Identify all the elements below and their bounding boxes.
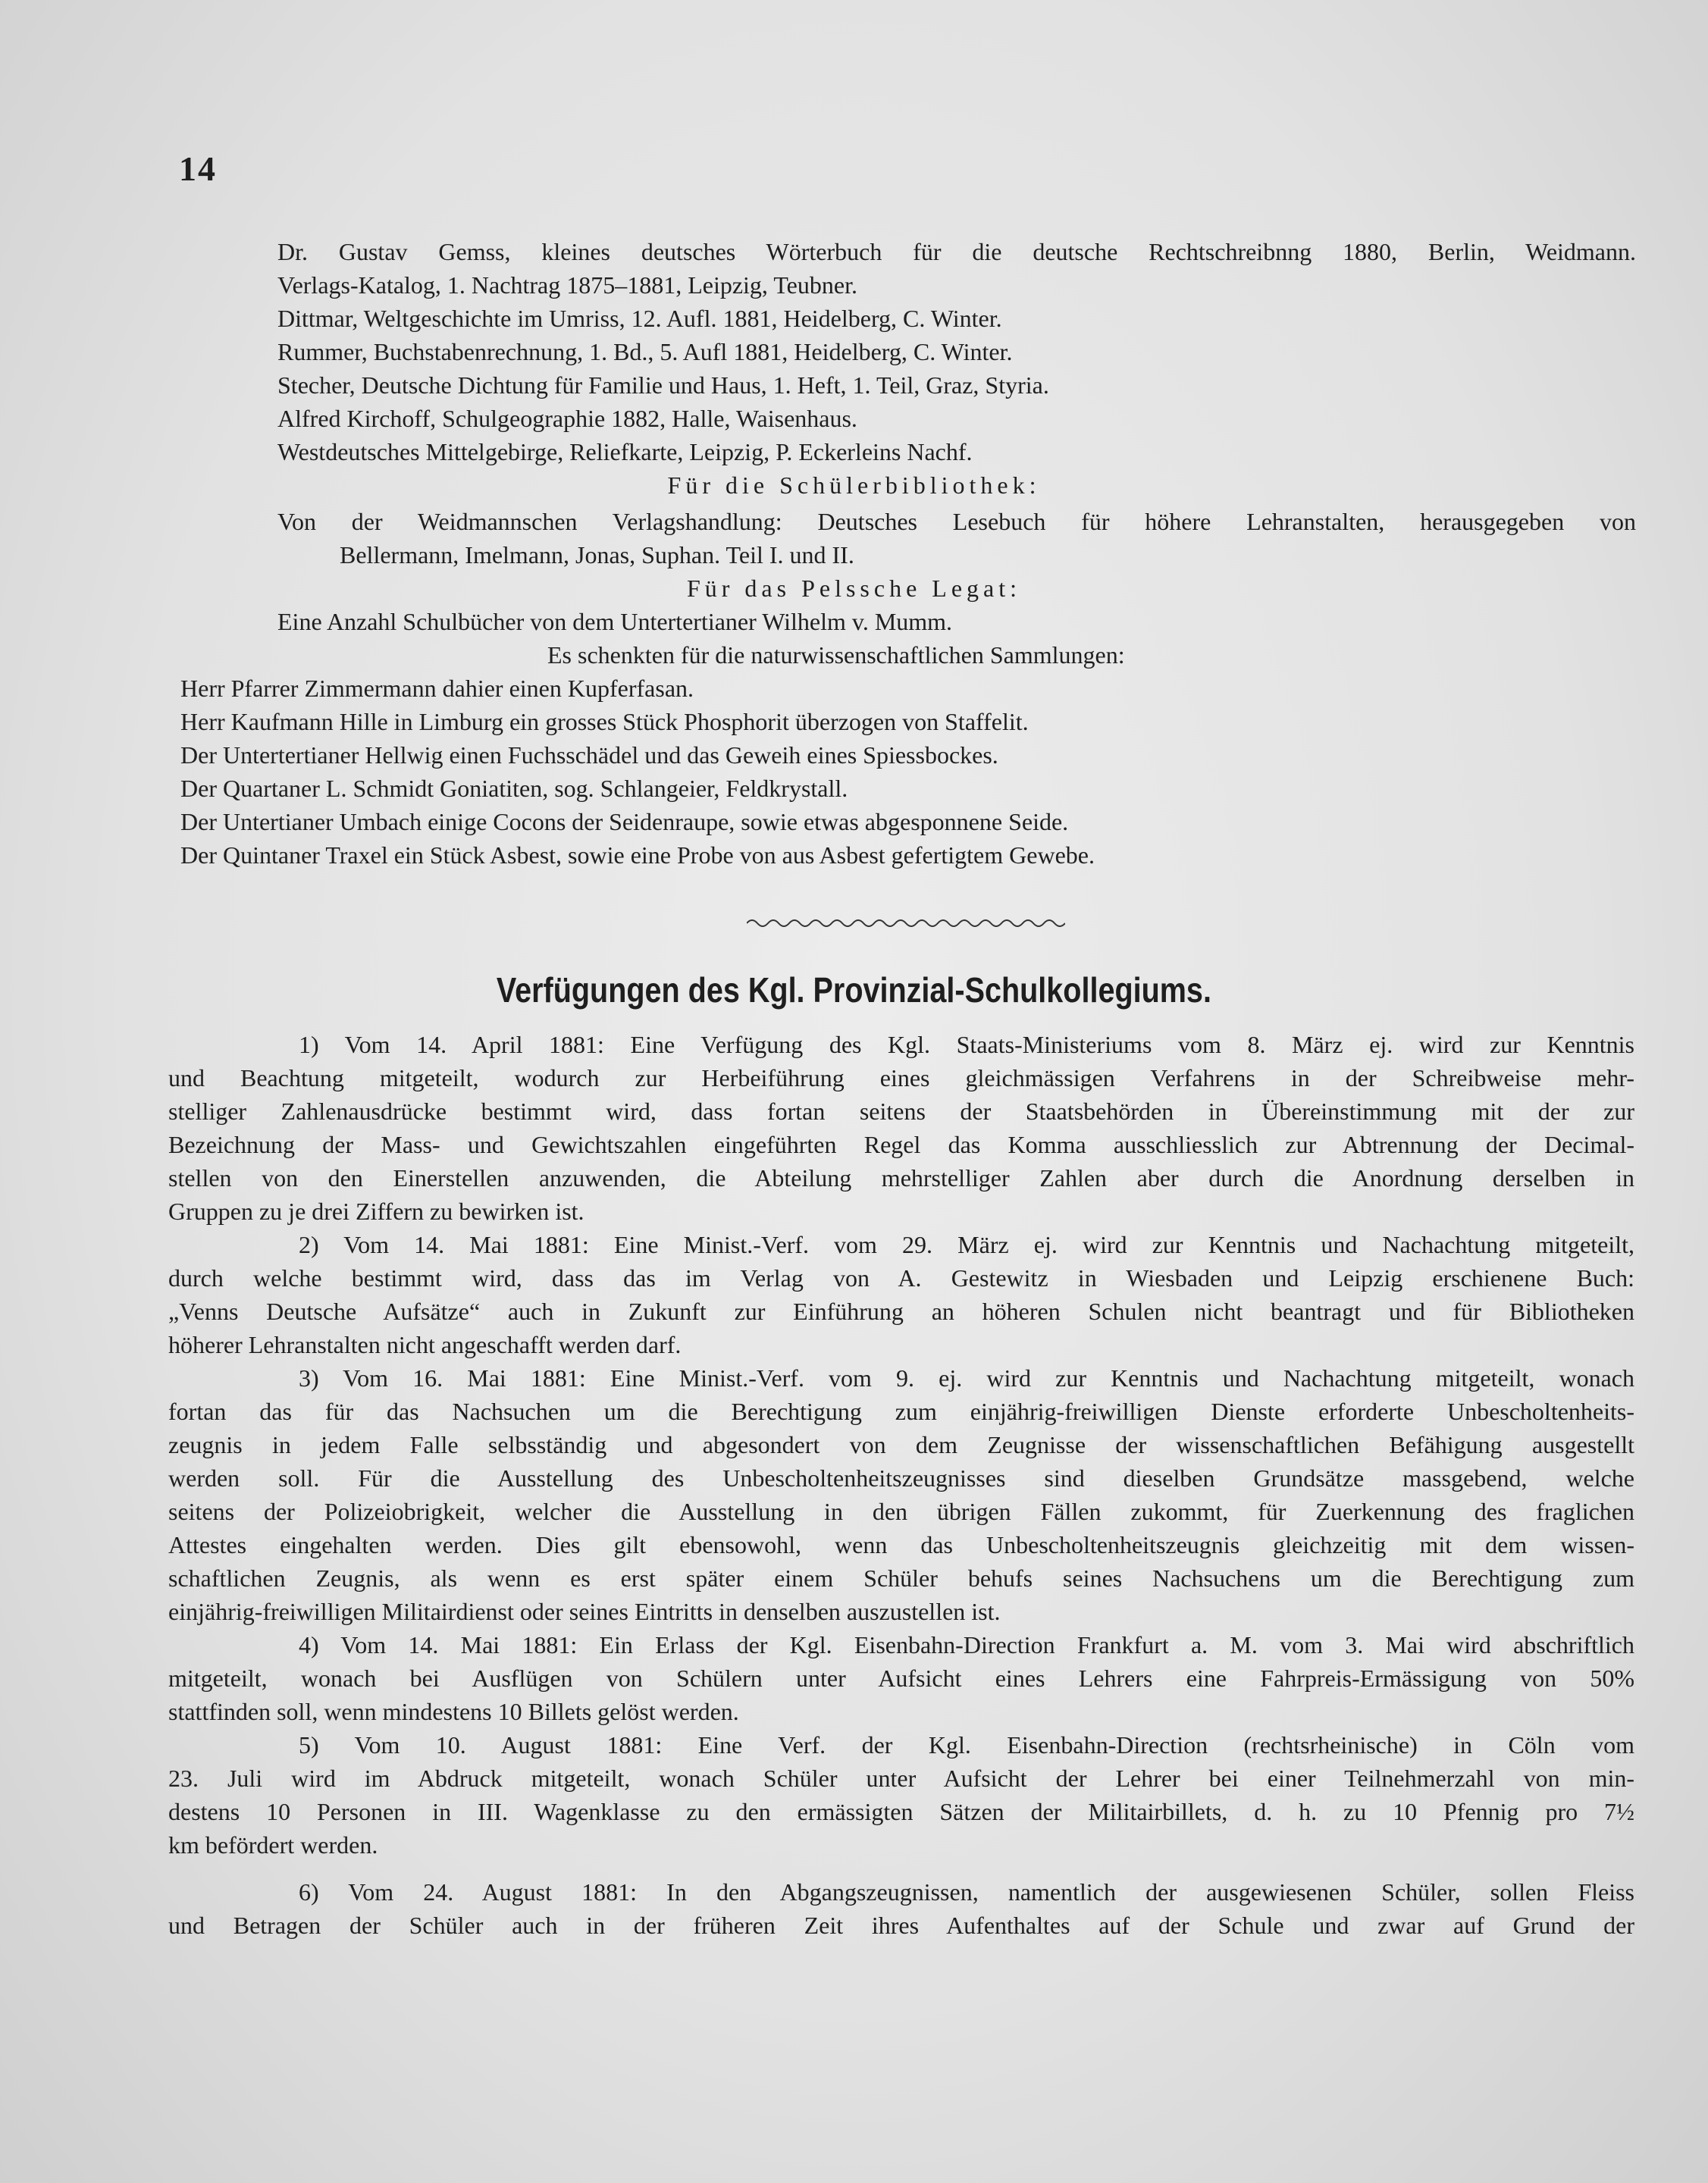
book-list-item: Verlags-Katalog, 1. Nachtrag 1875–1881, Leipzig, Teubner. [277, 271, 857, 299]
sammlungen-line: Der Untertianer Umbach einige Cocons der Seidenraupe, sowie etwas abgesponnene Seide. [180, 808, 1069, 835]
sammlungen-line: Herr Pfarrer Zimmermann dahier einen Kupferfasan. [180, 675, 694, 702]
sammlungen-line: Der Quintaner Traxel ein Stück Asbest, sowie eine Probe von aus Asbest gefertigtem Gewebe. [180, 841, 1095, 869]
page-number: 14 [179, 149, 217, 188]
decree-line: Attestes eingehalten werden. Dies gilt ebensowohl, wenn das Unbescholtenheitszeugnis gleichzeitig mit dem wissen- [168, 1531, 1634, 1558]
sammlungen-line: Herr Kaufmann Hille in Limburg ein grosses Stück Phosphorit überzogen von Staffelit. [180, 708, 1029, 735]
decree-line: stellen von den Einerstellen anzuwenden, die Abteilung mehrstelliger Zahlen aber durch die Anordnung derselben in [168, 1164, 1634, 1192]
decree-line: Bezeichnung der Mass- und Gewichtszahlen eingeführten Regel das Komma ausschliesslich zur Abtrennung der Decimal- [168, 1131, 1634, 1158]
book-list-item: Alfred Kirchoff, Schulgeographie 1882, Halle, Waisenhaus. [277, 405, 857, 432]
decree-line: 1) Vom 14. April 1881: Eine Verfügung des Kgl. Staats-Ministeriums vom 8. März ej. wird zur Kenntnis [299, 1031, 1634, 1058]
decree-line: stattfinden soll, wenn mindestens 10 Billets gelöst werden. [168, 1698, 739, 1725]
legat-line: Eine Anzahl Schulbücher von dem Untertertianer Wilhelm v. Mumm. [277, 608, 953, 635]
decree-line: werden soll. Für die Ausstellung des Unbescholtenheitszeugnisses sind dieselben Grundsätze massgebend, welche [168, 1464, 1634, 1492]
decree-line: einjährig-freiwilligen Militairdienst oder seines Eintritts in denselben auszustellen ist. [168, 1598, 1001, 1625]
decree-line: durch welche bestimmt wird, dass das im Verlag von A. Gestewitz in Wiesbaden und Leipzig erschienene Buch: [168, 1264, 1634, 1292]
book-list-item: Dr. Gustav Gemss, kleines deutsches Wörterbuch für die deutsche Rechtschreibnng 1880, Berlin, Weidmann. [277, 238, 1636, 265]
decree-line: fortan das für das Nachsuchen um die Berechtigung zum einjährig-freiwilligen Dienste erforderte Unbescholtenheits- [168, 1398, 1634, 1425]
sammlungen-line: Der Untertertianer Hellwig einen Fuchsschädel und das Geweih eines Spiessbockes. [180, 741, 998, 769]
schuelerbibliothek-line: Bellermann, Imelmann, Jonas, Suphan. Teil I. und II. [340, 541, 854, 568]
book-list-item: Dittmar, Weltgeschichte im Umriss, 12. Aufl. 1881, Heidelberg, C. Winter. [277, 305, 1002, 332]
decree-line: mitgeteilt, wonach bei Ausflügen von Schülern unter Aufsicht eines Lehrers eine Fahrpreis-Ermässigung von 50% [168, 1665, 1634, 1692]
sammlungen-line: Der Quartaner L. Schmidt Goniatiten, sog. Schlangeier, Feldkrystall. [180, 775, 848, 802]
decree-line: zeugnis in jedem Falle selbsständig und abgesondert von dem Zeugnisse der wissenschaftlichen Befähigung ausgestellt [168, 1431, 1634, 1458]
decree-line: km befördert werden. [168, 1831, 378, 1859]
schuelerbibliothek-heading: Für die Schülerbibliothek: [667, 471, 1041, 499]
decree-line: „Venns Deutsche Aufsätze“ auch in Zukunft zur Einführung an höheren Schulen nicht beantragt und für Bibliotheken [168, 1298, 1634, 1325]
decree-line: seitens der Polizeiobrigkeit, welcher die Ausstellung in den übrigen Fällen zukommt, für Zuerkennung des fraglichen [168, 1498, 1634, 1525]
section-title: Verfügungen des Kgl. Provinzial-Schulkollegiums. [496, 970, 1211, 1010]
book-list-item: Stecher, Deutsche Dichtung für Familie und Haus, 1. Heft, 1. Teil, Graz, Styria. [277, 371, 1049, 399]
book-list-item: Rummer, Buchstabenrechnung, 1. Bd., 5. Aufl 1881, Heidelberg, C. Winter. [277, 338, 1013, 365]
decree-line: und Beachtung mitgeteilt, wodurch zur Herbeiführung eines gleichmässigen Verfahrens in der Schreibweise mehr- [168, 1064, 1634, 1092]
decree-line: 6) Vom 24. August 1881: In den Abgangszeugnissen, namentlich der ausgewiesenen Schüler, sollen Fleiss [299, 1878, 1634, 1906]
wavy-divider [747, 916, 1065, 931]
decree-line: höherer Lehranstalten nicht angeschafft werden darf. [168, 1331, 682, 1358]
decree-line: 3) Vom 16. Mai 1881: Eine Minist.-Verf. vom 9. ej. wird zur Kenntnis und Nachachtung mitgeteilt, wonach [299, 1364, 1634, 1392]
legat-heading: Für das Pelssche Legat: [686, 575, 1022, 602]
sammlungen-heading: Es schenkten für die naturwissenschaftlichen Sammlungen: [547, 641, 1125, 669]
decree-line: und Betragen der Schüler auch in der früheren Zeit ihres Aufenthaltes auf der Schule und zwar auf Grund der [168, 1912, 1634, 1939]
decree-line: 2) Vom 14. Mai 1881: Eine Minist.-Verf. vom 29. März ej. wird zur Kenntnis und Nachachtung mitgeteilt, [299, 1231, 1634, 1258]
schuelerbibliothek-line: Von der Weidmannschen Verlagshandlung: Deutsches Lesebuch für höhere Lehranstalten, herausgegeben von [277, 508, 1636, 535]
decree-line: Gruppen zu je drei Ziffern zu bewirken ist. [168, 1198, 584, 1225]
decree-line: stelliger Zahlenausdrücke bestimmt wird, dass fortan seitens der Staatsbehörden in Übereinstimmung mit der zur [168, 1098, 1634, 1125]
book-list-item: Westdeutsches Mittelgebirge, Reliefkarte, Leipzig, P. Eckerleins Nachf. [277, 438, 973, 465]
decree-line: destens 10 Personen in III. Wagenklasse zu den ermässigten Sätzen der Militairbillets, d. h. zu 10 Pfennig pro 7½ [168, 1798, 1634, 1825]
decree-line: schaftlichen Zeugnis, als wenn es erst später einem Schüler behufs seines Nachsuchens um die Berechtigung zum [168, 1564, 1634, 1592]
decree-line: 4) Vom 14. Mai 1881: Ein Erlass der Kgl. Eisenbahn-Direction Frankfurt a. M. vom 3. Mai wird abschriftlich [299, 1631, 1634, 1658]
decree-line: 5) Vom 10. August 1881: Eine Verf. der Kgl. Eisenbahn-Direction (rechtsrheinische) in Cöln vom [299, 1731, 1634, 1759]
decree-line: 23. Juli wird im Abdruck mitgeteilt, wonach Schüler unter Aufsicht der Lehrer bei einer Teilnehmerzahl von min- [168, 1765, 1634, 1792]
